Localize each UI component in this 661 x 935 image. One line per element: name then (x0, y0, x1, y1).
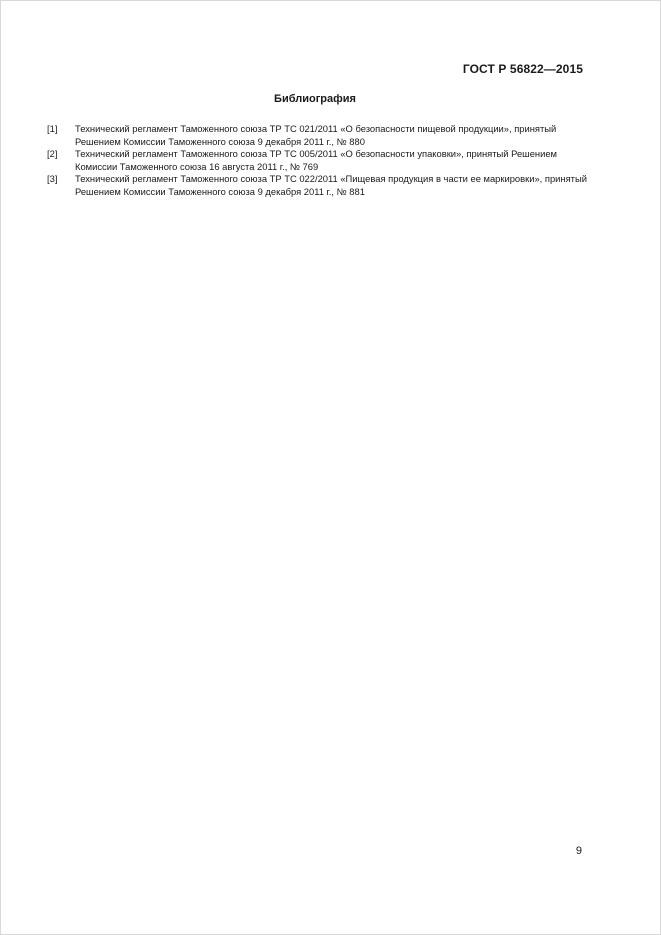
bibliography-item (47, 123, 592, 148)
section-title: Библиография (274, 93, 356, 105)
bibliography-item (47, 148, 592, 173)
reference-number: [3] (47, 173, 58, 184)
reference-text: Технический регламент Таможенного союза ТР ТС 022/2011 «Пищевая продукция в части ее маркировки», принятый Решением Комиссии Таможенного союза 9 декабря 2011 г., № 881 (75, 173, 587, 197)
reference-number: [1] (47, 123, 58, 134)
reference-text: Технический регламент Таможенного союза ТР ТС 005/2011 «О безопасности упаковки», принятый Решением Комиссии Таможенного союза 16 августа 2011 г., № 769 (75, 148, 557, 172)
bibliography-item (47, 173, 592, 198)
page-number: 9 (575, 845, 582, 857)
bibliography-list (47, 123, 592, 198)
reference-number: [2] (47, 148, 58, 159)
document-code: ГОСТ Р 56822—2015 (462, 62, 583, 76)
reference-text: Технический регламент Таможенного союза ТР ТС 021/2011 «О безопасности пищевой продукции», принятый Решением Комиссии Таможенного союза 9 декабря 2011 г., № 880 (75, 123, 557, 147)
